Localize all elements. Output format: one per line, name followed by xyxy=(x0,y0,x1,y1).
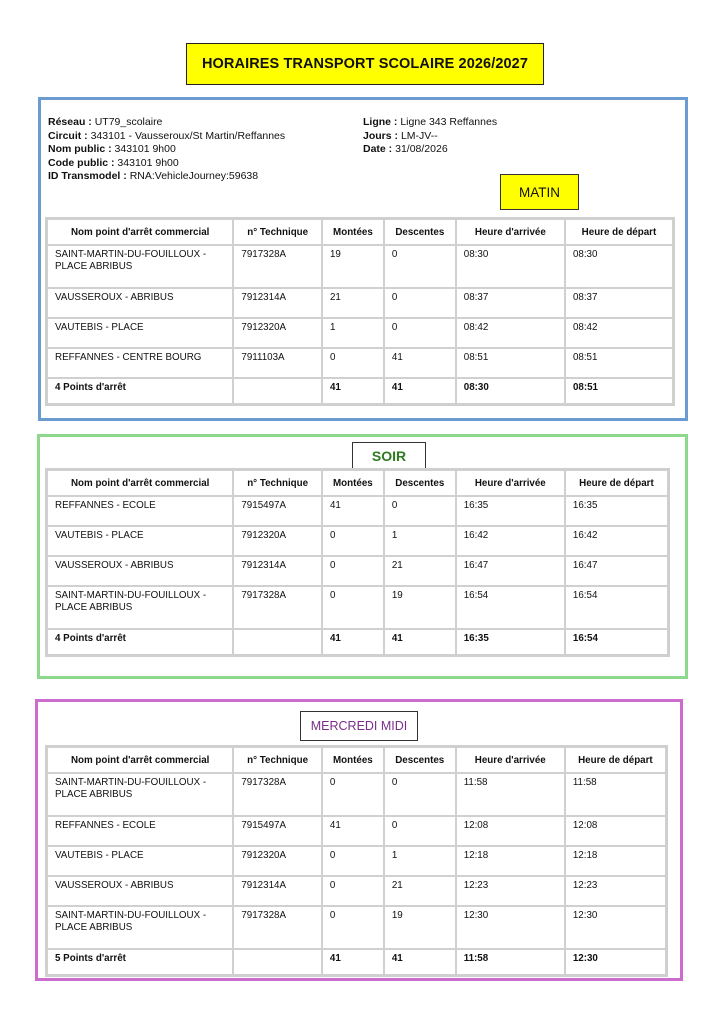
stop-name-cell: SAINT-MARTIN-DU-FOUILLOUX - PLACE ABRIBUS xyxy=(47,586,233,629)
table-row xyxy=(47,496,668,526)
departure-cell: 16:54 xyxy=(565,586,668,629)
descentes-cell: 41 xyxy=(384,348,456,378)
header-tech-number: n° Technique xyxy=(233,747,322,773)
montees-cell: 0 xyxy=(322,906,384,949)
header-arrival: Heure d'arrivée xyxy=(456,470,565,496)
table-total-row xyxy=(47,378,673,404)
total-montees-cell: 41 xyxy=(322,949,384,975)
descentes-cell: 0 xyxy=(384,816,456,846)
arrival-cell: 16:47 xyxy=(456,556,565,586)
header-descentes: Descentes xyxy=(384,219,456,245)
schedule-table-matin xyxy=(45,217,675,406)
stop-name-cell: VAUTEBIS - PLACE xyxy=(47,318,233,348)
table-row xyxy=(47,816,666,846)
departure-cell: 16:35 xyxy=(565,496,668,526)
stop-name-cell: VAUSSEROUX - ABRIBUS xyxy=(47,876,233,906)
total-descentes-cell: 41 xyxy=(384,629,456,655)
table-row xyxy=(47,526,668,556)
arrival-cell: 12:23 xyxy=(456,876,565,906)
nom-public-line: Nom public : 343101 9h00 xyxy=(48,143,176,155)
total-tech-number-cell xyxy=(233,949,322,975)
descentes-cell: 1 xyxy=(384,526,456,556)
departure-cell: 12:23 xyxy=(565,876,666,906)
header-montees: Montées xyxy=(322,219,384,245)
arrival-cell: 12:18 xyxy=(456,846,565,876)
total-tech-number-cell xyxy=(233,629,322,655)
total-montees-cell: 41 xyxy=(322,629,384,655)
schedule-table-soir xyxy=(45,468,670,657)
descentes-cell: 0 xyxy=(384,496,456,526)
departure-cell: 12:08 xyxy=(565,816,666,846)
header-montees: Montées xyxy=(322,470,384,496)
arrival-cell: 16:42 xyxy=(456,526,565,556)
table-row xyxy=(47,906,666,949)
total-arrival-cell: 16:35 xyxy=(456,629,565,655)
departure-cell: 16:47 xyxy=(565,556,668,586)
table-row xyxy=(47,773,666,816)
montees-cell: 21 xyxy=(322,288,384,318)
id-transmodel-line: ID Transmodel : RNA:VehicleJourney:59638 xyxy=(48,170,259,182)
table-row xyxy=(47,318,673,348)
tech-number-cell: 7912320A xyxy=(233,318,322,348)
departure-cell: 08:37 xyxy=(565,288,673,318)
departure-cell: 16:42 xyxy=(565,526,668,556)
schedule-table-midi xyxy=(45,745,668,977)
descentes-cell: 0 xyxy=(384,288,456,318)
table-header-row xyxy=(47,747,666,773)
tech-number-cell: 7911103A xyxy=(233,348,322,378)
stop-name-cell: SAINT-MARTIN-DU-FOUILLOUX - PLACE ABRIBUS xyxy=(47,906,233,949)
date-line: Date : 31/08/2026 xyxy=(363,143,448,155)
header-arrival: Heure d'arrivée xyxy=(456,219,565,245)
departure-cell: 08:42 xyxy=(565,318,673,348)
montees-cell: 0 xyxy=(322,773,384,816)
tech-number-cell: 7912314A xyxy=(233,288,322,318)
total-montees-cell: 41 xyxy=(322,378,384,404)
stop-name-cell: VAUSSEROUX - ABRIBUS xyxy=(47,288,233,318)
tech-number-cell: 7912320A xyxy=(233,526,322,556)
total-descentes-cell: 41 xyxy=(384,378,456,404)
arrival-cell: 08:37 xyxy=(456,288,565,318)
table-header-row xyxy=(47,470,668,496)
header-tech-number: n° Technique xyxy=(233,219,322,245)
section-label-matin: MATIN xyxy=(500,174,579,210)
table-row xyxy=(47,348,673,378)
arrival-cell: 12:30 xyxy=(456,906,565,949)
montees-cell: 0 xyxy=(322,846,384,876)
departure-cell: 11:58 xyxy=(565,773,666,816)
arrival-cell: 08:30 xyxy=(456,245,565,288)
total-stop-name-cell: 4 Points d'arrêt xyxy=(47,629,233,655)
stop-name-cell: REFFANNES - ECOLE xyxy=(47,816,233,846)
page-title: HORAIRES TRANSPORT SCOLAIRE 2026/2027 xyxy=(186,43,544,85)
header-stop-name: Nom point d'arrêt commercial xyxy=(47,470,233,496)
table-row xyxy=(47,846,666,876)
total-arrival-cell: 11:58 xyxy=(456,949,565,975)
reseau-line: Réseau : UT79_scolaire xyxy=(48,116,163,128)
table-row xyxy=(47,245,673,288)
ligne-line: Ligne : Ligne 343 Reffannes xyxy=(363,116,498,128)
departure-cell: 08:51 xyxy=(565,348,673,378)
total-departure-cell: 12:30 xyxy=(565,949,666,975)
total-stop-name-cell: 5 Points d'arrêt xyxy=(47,949,233,975)
departure-cell: 08:30 xyxy=(565,245,673,288)
circuit-line: Circuit : 343101 - Vausseroux/St Martin/Reffannes xyxy=(48,129,286,142)
arrival-cell: 08:51 xyxy=(456,348,565,378)
montees-cell: 0 xyxy=(322,586,384,629)
total-tech-number-cell xyxy=(233,378,322,404)
montees-cell: 41 xyxy=(322,816,384,846)
tech-number-cell: 7917328A xyxy=(233,245,322,288)
total-arrival-cell: 08:30 xyxy=(456,378,565,404)
header-departure: Heure de départ xyxy=(565,747,666,773)
table-total-row xyxy=(47,949,666,975)
journey-info-left xyxy=(48,116,285,184)
montees-cell: 0 xyxy=(322,556,384,586)
section-label-midi: MERCREDI MIDI xyxy=(300,711,418,741)
tech-number-cell: 7917328A xyxy=(233,586,322,629)
departure-cell: 12:18 xyxy=(565,846,666,876)
descentes-cell: 21 xyxy=(384,556,456,586)
tech-number-cell: 7912314A xyxy=(233,556,322,586)
descentes-cell: 0 xyxy=(384,245,456,288)
stop-name-cell: VAUTEBIS - PLACE xyxy=(47,526,233,556)
stop-name-cell: VAUSSEROUX - ABRIBUS xyxy=(47,556,233,586)
journey-info-right xyxy=(363,116,497,157)
descentes-cell: 21 xyxy=(384,876,456,906)
tech-number-cell: 7912314A xyxy=(233,876,322,906)
section-label-soir: SOIR xyxy=(352,442,426,469)
header-stop-name: Nom point d'arrêt commercial xyxy=(47,219,233,245)
arrival-cell: 16:35 xyxy=(456,496,565,526)
table-row xyxy=(47,586,668,629)
tech-number-cell: 7917328A xyxy=(233,773,322,816)
arrival-cell: 11:58 xyxy=(456,773,565,816)
tech-number-cell: 7917328A xyxy=(233,906,322,949)
descentes-cell: 0 xyxy=(384,773,456,816)
montees-cell: 19 xyxy=(322,245,384,288)
header-stop-name: Nom point d'arrêt commercial xyxy=(47,747,233,773)
header-departure: Heure de départ xyxy=(565,470,668,496)
montees-cell: 0 xyxy=(322,526,384,556)
header-tech-number: n° Technique xyxy=(233,470,322,496)
header-descentes: Descentes xyxy=(384,747,456,773)
table-total-row xyxy=(47,629,668,655)
jours-line: Jours : LM-JV-- xyxy=(363,129,438,142)
departure-cell: 12:30 xyxy=(565,906,666,949)
stop-name-cell: REFFANNES - CENTRE BOURG xyxy=(47,348,233,378)
montees-cell: 0 xyxy=(322,348,384,378)
code-public-line: Code public : 343101 9h00 xyxy=(48,156,179,169)
stop-name-cell: SAINT-MARTIN-DU-FOUILLOUX - PLACE ABRIBUS xyxy=(47,245,233,288)
descentes-cell: 19 xyxy=(384,586,456,629)
descentes-cell: 1 xyxy=(384,846,456,876)
arrival-cell: 16:54 xyxy=(456,586,565,629)
tech-number-cell: 7912320A xyxy=(233,846,322,876)
tech-number-cell: 7915497A xyxy=(233,816,322,846)
table-row xyxy=(47,876,666,906)
table-header-row xyxy=(47,219,673,245)
montees-cell: 41 xyxy=(322,496,384,526)
arrival-cell: 12:08 xyxy=(456,816,565,846)
total-stop-name-cell: 4 Points d'arrêt xyxy=(47,378,233,404)
total-departure-cell: 16:54 xyxy=(565,629,668,655)
arrival-cell: 08:42 xyxy=(456,318,565,348)
montees-cell: 1 xyxy=(322,318,384,348)
total-descentes-cell: 41 xyxy=(384,949,456,975)
descentes-cell: 0 xyxy=(384,318,456,348)
header-montees: Montées xyxy=(322,747,384,773)
stop-name-cell: VAUTEBIS - PLACE xyxy=(47,846,233,876)
header-descentes: Descentes xyxy=(384,470,456,496)
montees-cell: 0 xyxy=(322,876,384,906)
tech-number-cell: 7915497A xyxy=(233,496,322,526)
total-departure-cell: 08:51 xyxy=(565,378,673,404)
descentes-cell: 19 xyxy=(384,906,456,949)
header-arrival: Heure d'arrivée xyxy=(456,747,565,773)
stop-name-cell: REFFANNES - ECOLE xyxy=(47,496,233,526)
table-row xyxy=(47,556,668,586)
table-row xyxy=(47,288,673,318)
header-departure: Heure de départ xyxy=(565,219,673,245)
stop-name-cell: SAINT-MARTIN-DU-FOUILLOUX - PLACE ABRIBUS xyxy=(47,773,233,816)
